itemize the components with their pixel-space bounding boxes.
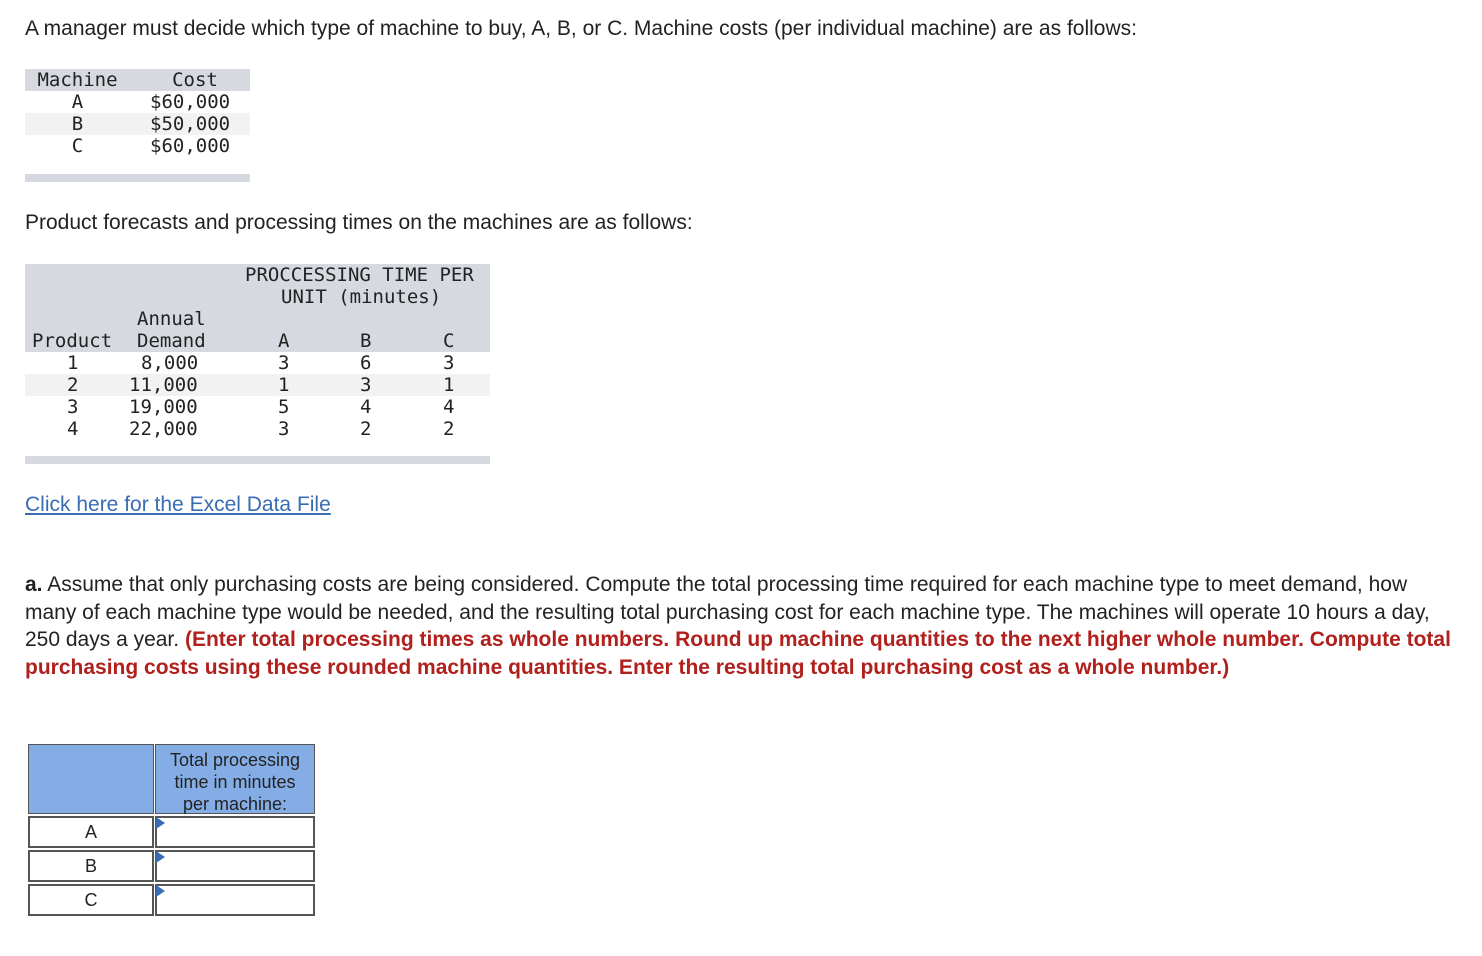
demand-cell: 19,000 bbox=[129, 396, 198, 418]
product-cell: 3 bbox=[67, 396, 79, 418]
answer-cell-b[interactable] bbox=[155, 850, 315, 882]
product-row bbox=[25, 374, 490, 396]
cost-table-header bbox=[25, 69, 250, 91]
time-b-cell: 4 bbox=[360, 396, 372, 418]
question-a bbox=[25, 571, 1455, 681]
processing-time-header: PROCCESSING TIME PER bbox=[245, 264, 474, 286]
time-c-cell: 3 bbox=[443, 352, 455, 374]
processing-time-header-unit: UNIT (minutes) bbox=[281, 286, 442, 308]
header-line: per machine: bbox=[182, 794, 288, 814]
product-cell: 4 bbox=[67, 418, 79, 440]
time-c-cell: 1 bbox=[443, 374, 455, 396]
machine-cell: B bbox=[71, 113, 84, 135]
machine-cost-table bbox=[25, 69, 250, 182]
excel-data-file-link[interactable]: Click here for the Excel Data File bbox=[25, 493, 331, 516]
answer-row-label-a: A bbox=[28, 816, 154, 848]
cost-cell: $60,000 bbox=[150, 91, 231, 113]
machine-b-header: B bbox=[360, 330, 372, 352]
time-c-cell: 4 bbox=[443, 396, 455, 418]
product-cell: 2 bbox=[67, 374, 79, 396]
demand-cell: 22,000 bbox=[129, 418, 198, 440]
forecast-text: Product forecasts and processing times on the machines are as follows: bbox=[25, 211, 693, 234]
time-c-cell: 2 bbox=[443, 418, 455, 440]
demand-column-header: Demand bbox=[137, 330, 206, 352]
product-cell: 1 bbox=[67, 352, 79, 374]
question-body: Assume that only purchasing costs are being considered. Compute the total processing time required for each machine type to meet demand, how many of each machine type would be needed, and the resulting total purchasing cost for each machine type. The machines will operate 10 hours a day, 250 days a year. bbox=[25, 573, 1430, 651]
time-b-cell: 6 bbox=[360, 352, 372, 374]
product-row bbox=[25, 418, 490, 440]
machine-cell: A bbox=[71, 91, 84, 113]
answer-row-label-b: B bbox=[28, 850, 154, 882]
cost-row bbox=[25, 113, 250, 135]
annual-header: Annual bbox=[137, 308, 206, 330]
time-a-cell: 3 bbox=[278, 418, 290, 440]
input-marker-icon bbox=[156, 851, 165, 863]
machine-a-header: A bbox=[278, 330, 290, 352]
product-table-header bbox=[25, 264, 490, 352]
intro-text: A manager must decide which type of machine to buy, A, B, or C. Machine costs (per individual machine) are as follows: bbox=[25, 17, 1137, 40]
product-column-header: Product bbox=[32, 330, 113, 352]
answer-cell-c[interactable] bbox=[155, 884, 315, 916]
answer-row-label-c: C bbox=[28, 884, 154, 916]
time-a-cell: 3 bbox=[278, 352, 290, 374]
time-b-cell: 3 bbox=[360, 374, 372, 396]
cost-column-header: Cost bbox=[172, 69, 218, 91]
question-label: a. bbox=[25, 573, 43, 596]
time-b-cell: 2 bbox=[360, 418, 372, 440]
answer-header-blank bbox=[28, 744, 154, 814]
header-line: time in minutes bbox=[174, 772, 296, 792]
cost-row bbox=[25, 91, 250, 113]
input-marker-icon bbox=[156, 885, 165, 897]
processing-time-input-a[interactable] bbox=[157, 818, 313, 846]
cost-cell: $60,000 bbox=[150, 135, 231, 157]
machine-cell: C bbox=[71, 135, 84, 157]
input-marker-icon bbox=[156, 817, 165, 829]
answer-cell-a[interactable] bbox=[155, 816, 315, 848]
answer-header-processing-time bbox=[155, 744, 315, 814]
time-a-cell: 5 bbox=[278, 396, 290, 418]
machine-column-header: Machine bbox=[37, 69, 118, 91]
product-row bbox=[25, 396, 490, 418]
demand-cell: 8,000 bbox=[141, 352, 199, 374]
product-table bbox=[25, 264, 490, 464]
header-line: Total processing bbox=[169, 750, 301, 770]
product-row bbox=[25, 352, 490, 374]
time-a-cell: 1 bbox=[278, 374, 290, 396]
demand-cell: 11,000 bbox=[129, 374, 198, 396]
product-table-footer bbox=[25, 456, 490, 464]
cost-table-footer bbox=[25, 174, 250, 182]
question-instruction: (Enter total processing times as whole numbers. Round up machine quantities to the next higher whole number. Compute total purchasing costs using these rounded machine quantities. Enter the resulting total purchasing cost as a whole number.) bbox=[25, 628, 1451, 679]
cost-cell: $50,000 bbox=[150, 113, 231, 135]
processing-time-input-c[interactable] bbox=[157, 886, 313, 914]
machine-c-header: C bbox=[443, 330, 455, 352]
cost-row bbox=[25, 135, 250, 157]
processing-time-input-b[interactable] bbox=[157, 852, 313, 880]
